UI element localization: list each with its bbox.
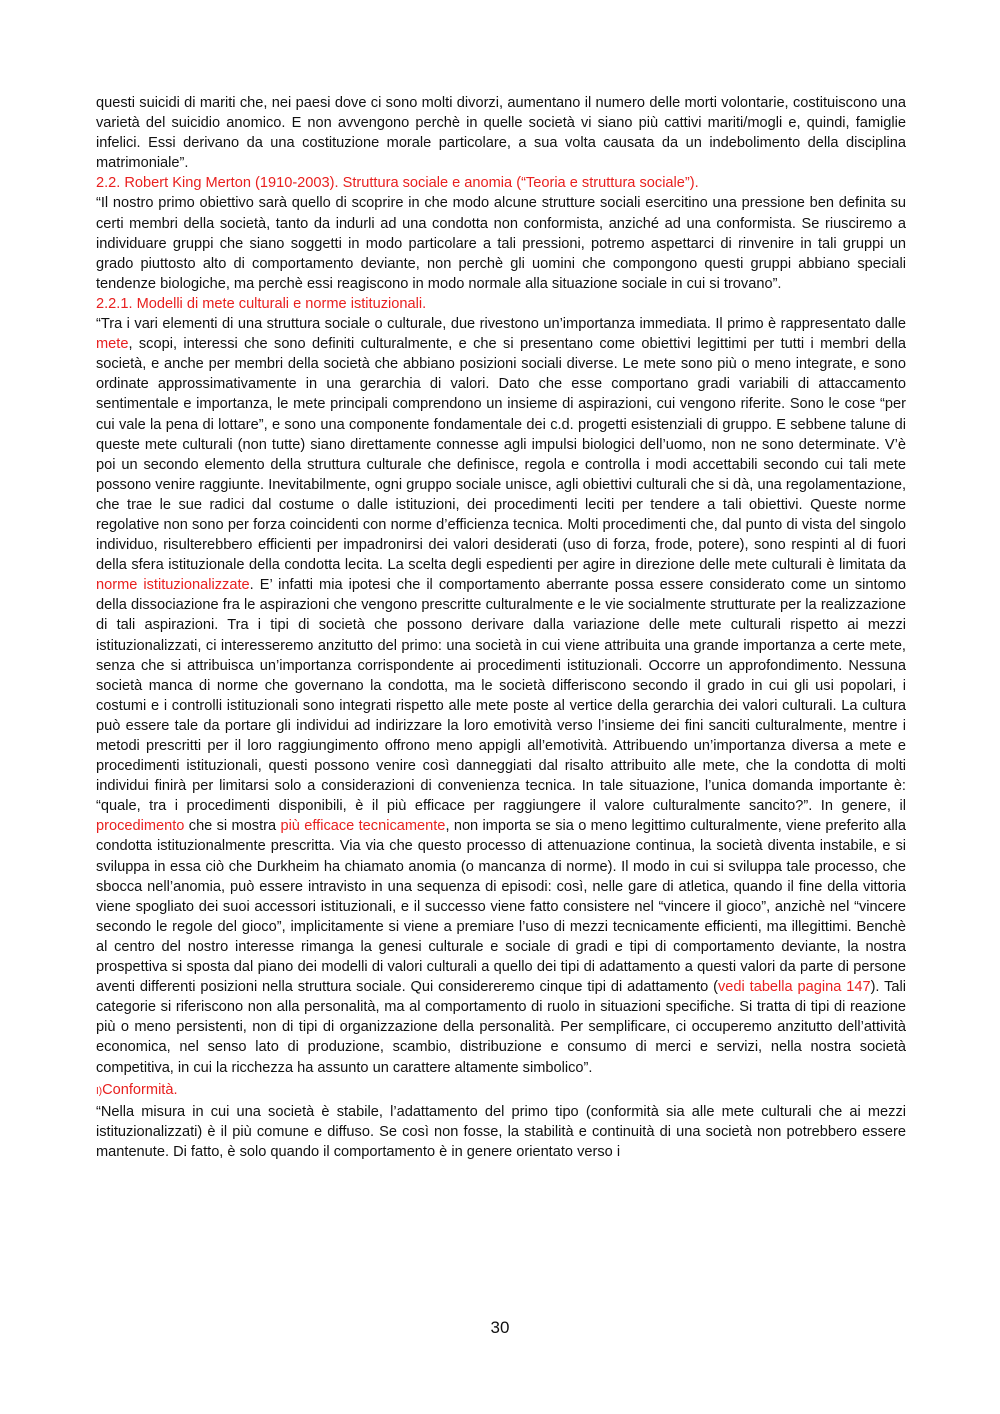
page-number: 30 (490, 1318, 510, 1337)
section-heading-2-2: 2.2. Robert King Merton (1910-2003). Struttura sociale e anomia (“Teoria e struttura sociale”). (96, 175, 699, 192)
conformita-paragraph: “Nella misura in cui una società è stabile, l’adattamento del primo tipo (conformità sia alle mete culturali che ai mezzi istituzionalizzati) è il più comune e diffuso. Se così non fosse, la stabilità e continuità di una società non potrebbero essere mantenute. Di fatto, è solo quando il comportamento è in genere orientato verso i (96, 1103, 906, 1160)
highlight-norme-istituzionalizzate: norme istituzionalizzate (96, 577, 250, 594)
mete-paragraph: “Tra i vari elementi di una struttura sociale o culturale, due rivestono un’importanza immediata. Il primo è rappresentato dalle mete, scopi, interessi che sono definiti culturalmente, e che si presentano come obiettivi legittimi per tutti i membri della società, e anche per membri della società che abbiano posizioni sociali diverse. Le mete sono più o meno integrate, e sono ordinate approssimativamente in una gerarchia di valori. Dato che esse comportano gradi variabili di attaccamento sentimentale e importanza, le mete principali comprendono un insieme di aspirazioni, cui vengono riferite. Sono le cose “per cui vale la pena di lottare”, e sono una componente fondamentale dei c.d. progetti esistenziali di gruppo. E sebbene talune di queste mete culturali (non tutte) siano direttamente connesse agli impulsi biologici dell’uomo, non ne sono determinate. V’è poi un secondo elemento della struttura culturale che definisce, regola e controlla i modi accettabili secondo cui tali mete possono venire raggiunte. Inevitabilmente, ogni gruppo sociale unisce, agli obiettivi culturali che si dà, una regolamentazione, che trae le sue radici dal costume o dalle istituzioni, dei procedimenti leciti per tendere a tali obiettivi. Queste norme regolative non sono per forza coincidenti con norme d’efficienza tecnica. Molti procedimenti che, dal punto di vista del singolo individuo, risulterebbero efficienti per impadronirsi dei valori desiderati (uso di forza, frode, potere), sono respinti al di fuori della sfera istituzionale della condotta lecita. La scelta degli espedienti per agire in direzione delle mete culturali è limitata da norme istituzionalizzate. E’ infatti mia ipotesi che il comportamento aberrante possa essere considerato come un sintomo della dissociazione fra le aspirazioni che vengono prescritte culturalmente e le vie socialmente strutturate per la realizzazione di tali aspirazioni. Tra i tipi di società che possono derivare dalla variazione delle mete culturali rispetto ai mezzi istituzionalizzati, ci interesseremo anzitutto del primo: una società in cui viene attribuita una grande importanza a certe mete, senza che si attribuisca un’importanza corrispondente ai procedimenti istituzionali. Occorre un approfondimento. Nessuna società manca di norme che governano la condotta, ma le società differiscono secondo il grado in cui gli usi popolari, i costumi e i controlli istituzionali sono integrati rispetto alle mete poste al vertice della gerarchia dei valori culturali. La cultura può essere tale da portare gli individui ad indirizzare la loro emotività verso l’insieme dei fini sanciti culturalmente, mentre i metodi prescritti per il loro raggiungimento offrono meno appigli all’emotività. Attribuendo un’importanza diversa a mete e procedimenti istituzionali, questi possono venire così danneggiati dal risalto attribuito alle mete, che la condotta di molti individui finirà per limitarsi solo a considerazioni di convenienza tecnica. In tale situazione, l’unica domanda importante è: “quale, tra i procedimenti disponibili, è il più efficace per raggiungere il valore culturalmente sancito?”. In genere, il procedimento che si mostra più efficace tecnicamente, non importa se sia o meno legittimo culturalmente, viene preferito alla condotta istituzionalmente prescritta. Via via che questo processo di attenuazione continua, la società diventa instabile, e si sviluppa in essa ciò che Durkheim ha chiamato anomia (o mancanza di norme). Il modo in cui si sviluppa tale processo, che sbocca nell’anomia, può essere intravisto in una sequenza di episodi: così, nelle gare di atletica, quando il fine della vittoria viene spogliato dei suoi accessori istituzionali, e il successo viene fatto consistere nel “vincere il gioco”, anzichè nel “vincere secondo le regole del gioco”, implicitamente si viene a premiare l’uso di mezzi tecnicamente efficienti, ma illegittimi. Benchè al centro del nostro interesse rimanga la genesi culturale e sociale di gradi e tipi di comportamento deviante, la nostra prospettiva si sposta dal piano dei modelli di valori culturali a quello dei tipi di adattamento a questi valori da parte di persone aventi differenti posizioni nella struttura sociale. Qui considereremo cinque tipi di adattamento (vedi tabella pagina 147). Tali categorie si riferiscono non alla personalità, ma al comportamento di ruolo in situazioni specifiche. Si tratta di tipi di reazione più o meno persistenti, non di tipi di organizzazione della personalità. Per semplificare, ci occuperemo anzitutto dell’attività economica, nel senso lato di produzione, scambio, distribuzione e consumo di merci e servizi, nella nostra società competitiva, in cui la ricchezza ha assunto un carattere altamente simbolico”. (96, 316, 907, 1076)
section-heading-2-2-1: 2.2.1. Modelli di mete culturali e norme istituzionali. (96, 295, 427, 312)
merton-paragraph: “Il nostro primo obiettivo sarà quello di scoprire in che modo alcune strutture sociali esercitino una pressione ben definita su certi membri della società, tanto da indurli ad una condotta non conformista, anziché ad una conformista. Se riusciremo a individuare gruppi che siano soggetti in modo particolare a tali pressioni, potremo aspettarci di rinvenire in tali gruppi un grado piuttosto alto di comportamento deviante, non perchè gli uomini che compongono questi gruppi abbiano speciali tendenze biologiche, ma perchè essi reagiscono in modo normale alla situazione sociale in cui si trovano”. (96, 195, 906, 292)
intro-paragraph: questi suicidi di mariti che, nei paesi dove ci sono molti divorzi, aumentano il numero delle morti volontarie, costituiscono una varietà del suicidio anomico. E non avvengono perchè in quelle società vi siano più cattivi mariti/mogli e, quindi, famiglie infelici. Essi derivano da una costituzione morale particolare, a sua volta causata da un indebolimento della disciplina matrimoniale”. (96, 95, 906, 172)
section-heading-conformita: I)Conformità. (96, 1081, 178, 1098)
document-page (96, 93, 906, 1162)
highlight-piu-efficace: più efficace tecnicamente (280, 818, 446, 835)
highlight-vedi-tabella: vedi tabella pagina 147 (718, 979, 871, 996)
highlight-mete: mete (96, 336, 129, 353)
highlight-procedimento: procedimento (96, 818, 185, 835)
section-numeral: I) (96, 1085, 103, 1097)
